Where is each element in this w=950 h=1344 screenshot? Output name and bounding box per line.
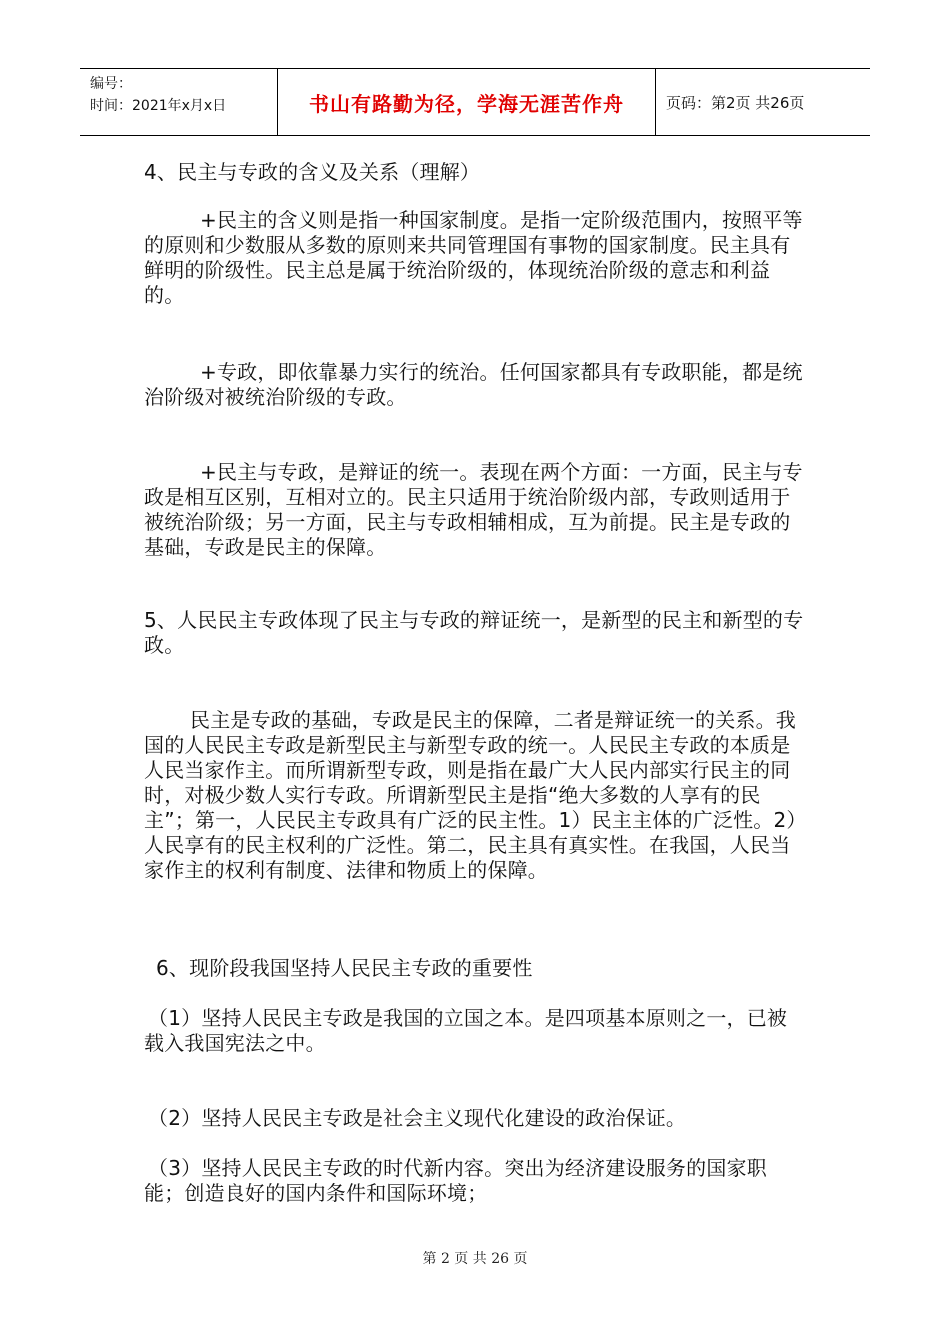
paragraph: （2）坚持人民民主专政是社会主义现代化建设的政治保证。: [148, 1106, 687, 1130]
paragraph: +专政，即依靠暴力实行的统治。任何国家都具有专政职能，都是统治阶级对被统治阶级的专政。: [144, 360, 803, 409]
header-page-label: 页码：第2页 共26页: [666, 93, 805, 112]
paragraph: +民主的含义则是指一种国家制度。是指一定阶级范围内，按照平等的原则和少数服从多数的原则来共同管理国有事物的国家制度。民主具有鲜明的阶级性。民主总是属于统治阶级的，体现统治阶级的意志和利益的。: [144, 208, 803, 307]
header-motto-cell: [278, 69, 656, 135]
paragraph: +民主与专政，是辩证的统一。表现在两个方面：一方面，民主与专政是相互区别，互相对立的。民主只适用于统治阶级内部，专政则适用于被统治阶级；另一方面，民主与专政相辅相成，互为前提。民主是专政的基础，专政是民主的保障。: [144, 460, 803, 559]
footer-page-number: 第 2 页 共 26 页: [422, 1251, 528, 1267]
paragraph: 6、现阶段我国坚持人民民主专政的重要性: [156, 956, 533, 980]
paragraph: 5、人民民主专政体现了民主与专政的辩证统一，是新型的民主和新型的专政。: [144, 608, 804, 657]
paragraph: 民主是专政的基础，专政是民主的保障，二者是辩证统一的关系。我国的人民民主专政是新型民主与新型专政的统一。人民民主专政的本质是人民当家作主。而所谓新型专政，则是指在最广大人民内部实行民主的同时，对极少数人实行专政。所谓新型民主是指“绝大多数的人享有的民主”；第一，人民民主专政具有广泛的民主性。1）民主主体的广泛性。2）人民享有的民主权利的广泛性。第二，民主具有真实性。在我国，人民当家作主的权利有制度、法律和物质上的保障。: [144, 708, 797, 882]
paragraph: （1）坚持人民民主专政是我国的立国之本。是四项基本原则之一，已被载入我国宪法之中。: [144, 1006, 788, 1055]
header-info-cell: [80, 69, 278, 135]
header-page-cell: [656, 69, 870, 135]
page-header: [80, 68, 870, 136]
page-footer: [0, 1248, 950, 1268]
document-date-label: 时间：2021年x月x日: [90, 98, 227, 114]
document-code-label: 编号：: [90, 76, 132, 92]
paragraph: （3）坚持人民民主专政的时代新内容。突出为经济建设服务的国家职能；创造良好的国内条件和国际环境；: [144, 1156, 767, 1205]
paragraph: 4、民主与专政的含义及关系（理解）: [144, 160, 481, 184]
header-motto: 书山有路勤为径，学海无涯苦作舟: [309, 91, 624, 116]
